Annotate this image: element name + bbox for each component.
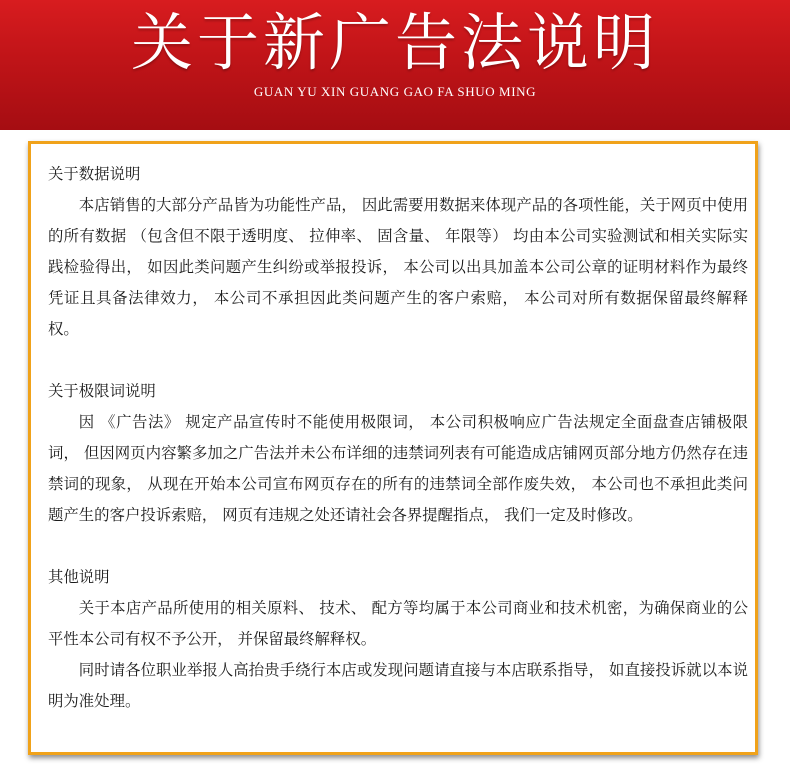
section-paragraph: 本店销售的大部分产品皆为功能性产品， 因此需要用数据来体现产品的各项性能，关于网页中使用的所有数据 （包含但不限于透明度、 拉伸率、 固含量、 年限等） 均由本公司实验测试和相关实际实践检验得出， 如因此类问题产生纠纷或举报投诉， 本公司以出具加盖本公司公章的证明材料作为最终凭证且具备法律效力， 本公司不承担因此类问题产生的客户索赔， 本公司对所有数据保留最终解释权。 [48, 196, 748, 338]
section-paragraph: 因 《广告法》 规定产品宣传时不能使用极限词， 本公司积极响应广告法规定全面盘查店铺极限词， 但因网页内容繁多加之广告法并未公布详细的违禁词列表有可能造成店铺网页部分地方仍然存在违禁词的现象， 从现在开始本公司宣布网页存在的所有的违禁词全部作废失效， 本公司也不承担此类问题产生的客户投诉索赔， 网页有违规之处还请社会各界提醒指点， 我们一定及时修改。 [48, 413, 748, 524]
section-title: 关于极限词说明 [48, 382, 156, 400]
section-title: 其他说明 [48, 568, 110, 586]
section-spacer [48, 345, 748, 376]
section-title: 关于数据说明 [48, 165, 141, 183]
section-other-notice [48, 562, 748, 717]
page-title: 关于新广告法说明 [130, 6, 659, 79]
section-paragraph: 同时请各位职业举报人高抬贵手绕行本店或发现问题请直接与本店联系指导， 如直接投诉就以本说明为准处理。 [48, 661, 748, 710]
section-extreme-words-notice [48, 376, 748, 531]
notice-panel [28, 141, 758, 755]
section-data-notice [48, 159, 748, 345]
page-subtitle-pinyin: GUAN YU XIN GUANG GAO FA SHUO MING [253, 84, 537, 99]
header-banner [0, 0, 790, 130]
notice-body [48, 159, 748, 717]
section-paragraph: 关于本店产品所使用的相关原料、 技术、 配方等均属于本公司商业和技术机密，为确保商业的公平性本公司有权不予公开， 并保留最终解释权。 [48, 599, 748, 648]
section-spacer [48, 531, 748, 562]
